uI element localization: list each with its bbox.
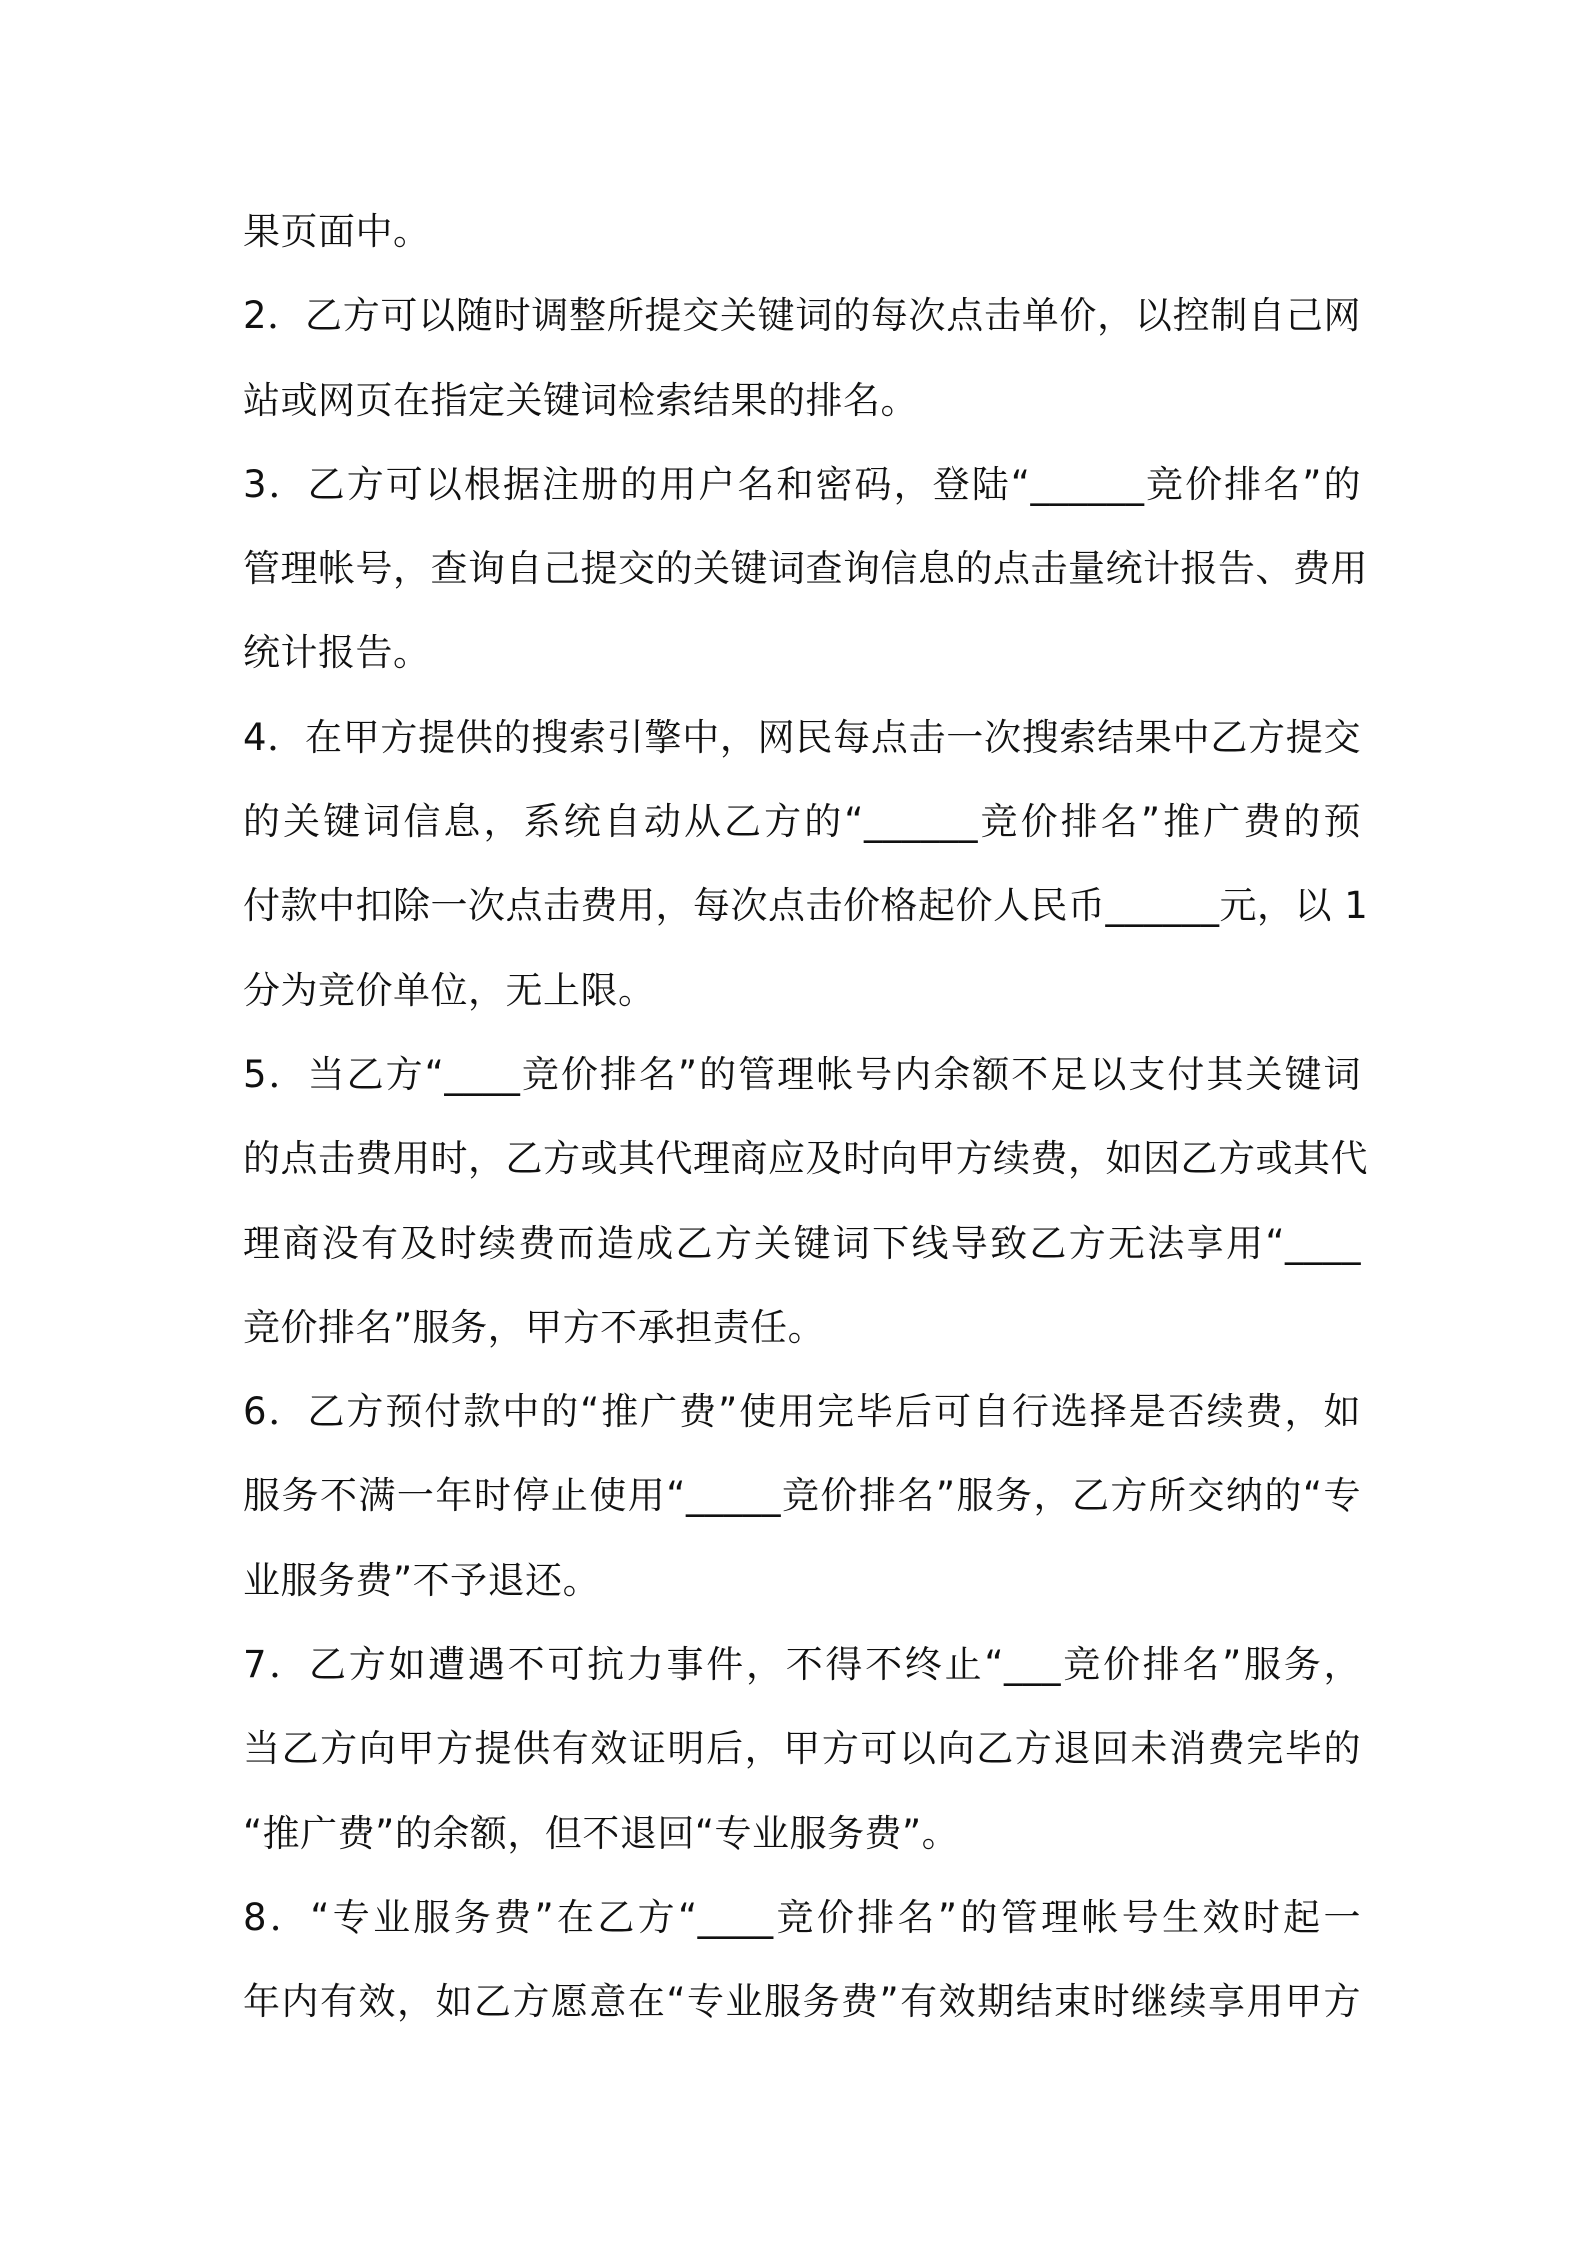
text-line: 业服务费”不予退还。 (243, 1558, 601, 1602)
text-line: “推广费”的余额，但不退回“专业服务费”。 (243, 1811, 960, 1855)
text-line: 5．当乙方“____竞价排名”的管理帐号内余额不足以支付其关键词 (243, 1052, 1361, 1096)
text-line: 6．乙方预付款中的“推广费”使用完毕后可自行选择是否续费，如 (243, 1390, 1361, 1434)
text-line: 理商没有及时续费而造成乙方关键词下线导致乙方无法享用“____ (243, 1221, 1361, 1265)
text-line: 管理帐号，查询自己提交的关键词查询信息的点击量统计报告、费用 (243, 547, 1368, 591)
text-line: 8．“专业服务费”在乙方“____竞价排名”的管理帐号生效时起一 (243, 1895, 1361, 1939)
text-line: 竞价排名”服务，甲方不承担责任。 (243, 1305, 826, 1349)
text-line: 统计报告。 (243, 631, 431, 675)
text-line: 分为竞价单位，无上限。 (243, 968, 656, 1012)
text-line: 付款中扣除一次点击费用，每次点击价格起价人民币______元，以 1 (243, 884, 1369, 928)
document-body (243, 190, 1369, 2045)
text-line: 的关键词信息，系统自动从乙方的“______竞价排名”推广费的预 (243, 800, 1361, 844)
text-line: 的点击费用时，乙方或其代理商应及时向甲方续费，如因乙方或其代 (243, 1137, 1368, 1181)
text-line: 7．乙方如遭遇不可抗力事件，不得不终止“___竞价排名”服务， (243, 1643, 1361, 1687)
text-line: 服务不满一年时停止使用“_____竞价排名”服务，乙方所交纳的“专 (243, 1474, 1361, 1518)
text-line: 站或网页在指定关键词检索结果的排名。 (243, 378, 918, 422)
text-line: 3．乙方可以根据注册的用户名和密码，登陆“______竞价排名”的 (243, 462, 1361, 506)
text-line: 4．在甲方提供的搜索引擎中，网民每点击一次搜索结果中乙方提交 (243, 715, 1361, 759)
text-line: 果页面中。 (243, 210, 431, 253)
text-line: 当乙方向甲方提供有效证明后，甲方可以向乙方退回未消费完毕的 (243, 1727, 1361, 1771)
text-line: 年内有效，如乙方愿意在“专业服务费”有效期结束时继续享用甲方 (243, 1980, 1361, 2024)
text-line: 2．乙方可以随时调整所提交关键词的每次点击单价，以控制自己网 (243, 294, 1361, 338)
